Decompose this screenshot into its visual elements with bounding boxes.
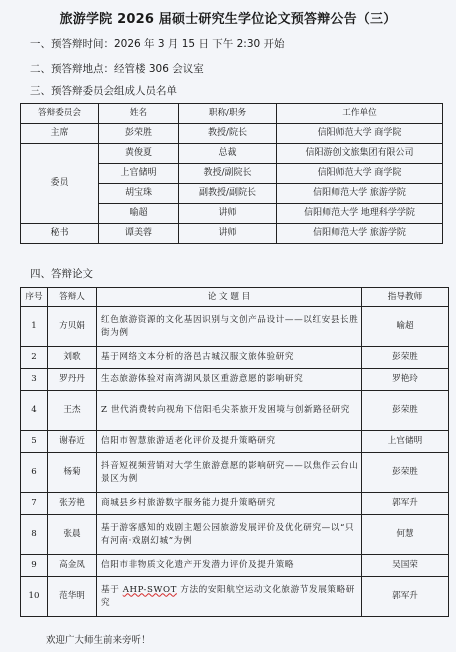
name-cell: 胡宝珠 (99, 184, 179, 204)
header-cell: 序号 (21, 288, 48, 307)
time-value: 2026 年 3 月 15 日 下午 2:30 开始 (114, 38, 285, 50)
header-cell: 工作单位 (277, 104, 443, 124)
table-row (21, 577, 449, 617)
page-title: 旅游学院 2026 届硕士研究生学位论文预答辩公告（三） (59, 12, 397, 27)
header-cell: 论 文 题 目 (97, 288, 362, 307)
no-cell: 7 (21, 493, 48, 515)
student-cell: 谢春近 (48, 431, 97, 453)
student-cell: 王杰 (48, 391, 97, 431)
header-cell: 答辩人 (48, 288, 97, 307)
student-cell: 罗丹丹 (48, 369, 97, 391)
header-cell: 指导教师 (362, 288, 449, 307)
name-cell: 黄俊夏 (99, 144, 179, 164)
advisor-cell: 彭荣胜 (362, 347, 449, 369)
table-row (21, 391, 449, 431)
table-row (21, 144, 443, 164)
defense-time (30, 36, 285, 51)
name-cell: 上官储明 (99, 164, 179, 184)
advisor-cell: 郭军升 (362, 493, 449, 515)
place-value: 经管楼 306 会议室 (114, 63, 204, 75)
welcome-note: 欢迎广大师生前来旁听！ (46, 635, 151, 646)
student-cell: 范华明 (48, 577, 97, 617)
topic-cell: 生态旅游体验对南湾湖风景区重游意愿的影响研究 (97, 369, 362, 391)
student-cell: 张芳艳 (48, 493, 97, 515)
papers-table (20, 287, 449, 617)
unit-cell: 信阳师范大学 商学院 (277, 164, 443, 184)
unit-cell: 信阳师范大学 商学院 (277, 124, 443, 144)
time-label: 一、预答辩时间： (30, 38, 114, 50)
table-row (21, 307, 449, 347)
title-cell: 教授/院长 (179, 124, 277, 144)
advisor-cell: 罗艳玲 (362, 369, 449, 391)
no-cell: 3 (21, 369, 48, 391)
topic-cell: 基于网络文本分析的洛邑古城汉服文旅体验研究 (97, 347, 362, 369)
place-label: 二、预答辩地点： (30, 63, 114, 75)
topic-cell: Z 世代消费转向视角下信阳毛尖茶旅开发困境与创新路径研究 (97, 391, 362, 431)
no-cell: 6 (21, 453, 48, 493)
defense-place (30, 61, 204, 76)
advisor-cell: 郭军升 (362, 577, 449, 617)
table-row (21, 124, 443, 144)
advisor-cell: 上官储明 (362, 431, 449, 453)
role-cell: 委员 (21, 144, 99, 224)
committee-heading: 三、预答辩委员会组成人员名单 (30, 85, 177, 97)
topic-cell: 抖音短视频营销对大学生旅游意愿的影响研究——以焦作云台山景区为例 (97, 453, 362, 493)
title-cell: 讲师 (179, 204, 277, 224)
no-cell: 9 (21, 555, 48, 577)
advisor-cell: 彭荣胜 (362, 453, 449, 493)
no-cell: 2 (21, 347, 48, 369)
student-cell: 杨菊 (48, 453, 97, 493)
advisor-cell: 吴国荣 (362, 555, 449, 577)
title-cell: 讲师 (179, 224, 277, 244)
topic-suffix: 方法的安阳航空运动文化旅游节发展策略研究 (101, 584, 355, 608)
title-cell: 总裁 (179, 144, 277, 164)
student-cell: 刘歌 (48, 347, 97, 369)
header-cell: 姓名 (99, 104, 179, 124)
topic-cell: 红色旅游资源的文化基因识别与文创产品设计——以红安县长胜街为例 (97, 307, 362, 347)
name-cell: 彭荣胜 (99, 124, 179, 144)
unit-cell: 信阳游创文旅集团有限公司 (277, 144, 443, 164)
topic-highlight: AHP-SWOT (122, 584, 177, 595)
unit-cell: 信阳师范大学 旅游学院 (277, 184, 443, 204)
unit-cell: 信阳师范大学 旅游学院 (277, 224, 443, 244)
no-cell: 1 (21, 307, 48, 347)
table-header-row (21, 104, 443, 124)
name-cell: 喻超 (99, 204, 179, 224)
table-row (21, 347, 449, 369)
table-row (21, 431, 449, 453)
papers-heading: 四、答辩论文 (30, 268, 93, 280)
title-cell: 副教授/副院长 (179, 184, 277, 204)
advisor-cell: 彭荣胜 (362, 391, 449, 431)
role-cell: 主席 (21, 124, 99, 144)
no-cell: 4 (21, 391, 48, 431)
no-cell: 10 (21, 577, 48, 617)
table-row (21, 453, 449, 493)
table-row (21, 515, 449, 555)
title-cell: 教授/副院长 (179, 164, 277, 184)
table-row (21, 224, 443, 244)
student-cell: 张晨 (48, 515, 97, 555)
topic-cell (97, 577, 362, 617)
unit-cell: 信阳师范大学 地理科学学院 (277, 204, 443, 224)
header-cell: 答辩委员会 (21, 104, 99, 124)
no-cell: 5 (21, 431, 48, 453)
student-cell: 方贝娟 (48, 307, 97, 347)
role-cell: 秘书 (21, 224, 99, 244)
advisor-cell: 喻超 (362, 307, 449, 347)
topic-cell: 商城县乡村旅游数字服务能力提升策略研究 (97, 493, 362, 515)
name-cell: 谭美蓉 (99, 224, 179, 244)
advisor-cell: 何慧 (362, 515, 449, 555)
committee-table (20, 103, 443, 244)
topic-prefix: 基于 (101, 584, 123, 595)
student-cell: 高金凤 (48, 555, 97, 577)
no-cell: 8 (21, 515, 48, 555)
header-cell: 职称/职务 (179, 104, 277, 124)
table-row (21, 369, 449, 391)
table-header-row (21, 288, 449, 307)
table-row (21, 555, 449, 577)
table-row (21, 493, 449, 515)
topic-cell: 基于游客感知的戏剧主题公园旅游发展评价及优化研究—以“只有河南·戏剧幻城”为例 (97, 515, 362, 555)
topic-cell: 信阳市非物质文化遗产开发潜力评价及提升策略 (97, 555, 362, 577)
topic-cell: 信阳市智慧旅游适老化评价及提升策略研究 (97, 431, 362, 453)
